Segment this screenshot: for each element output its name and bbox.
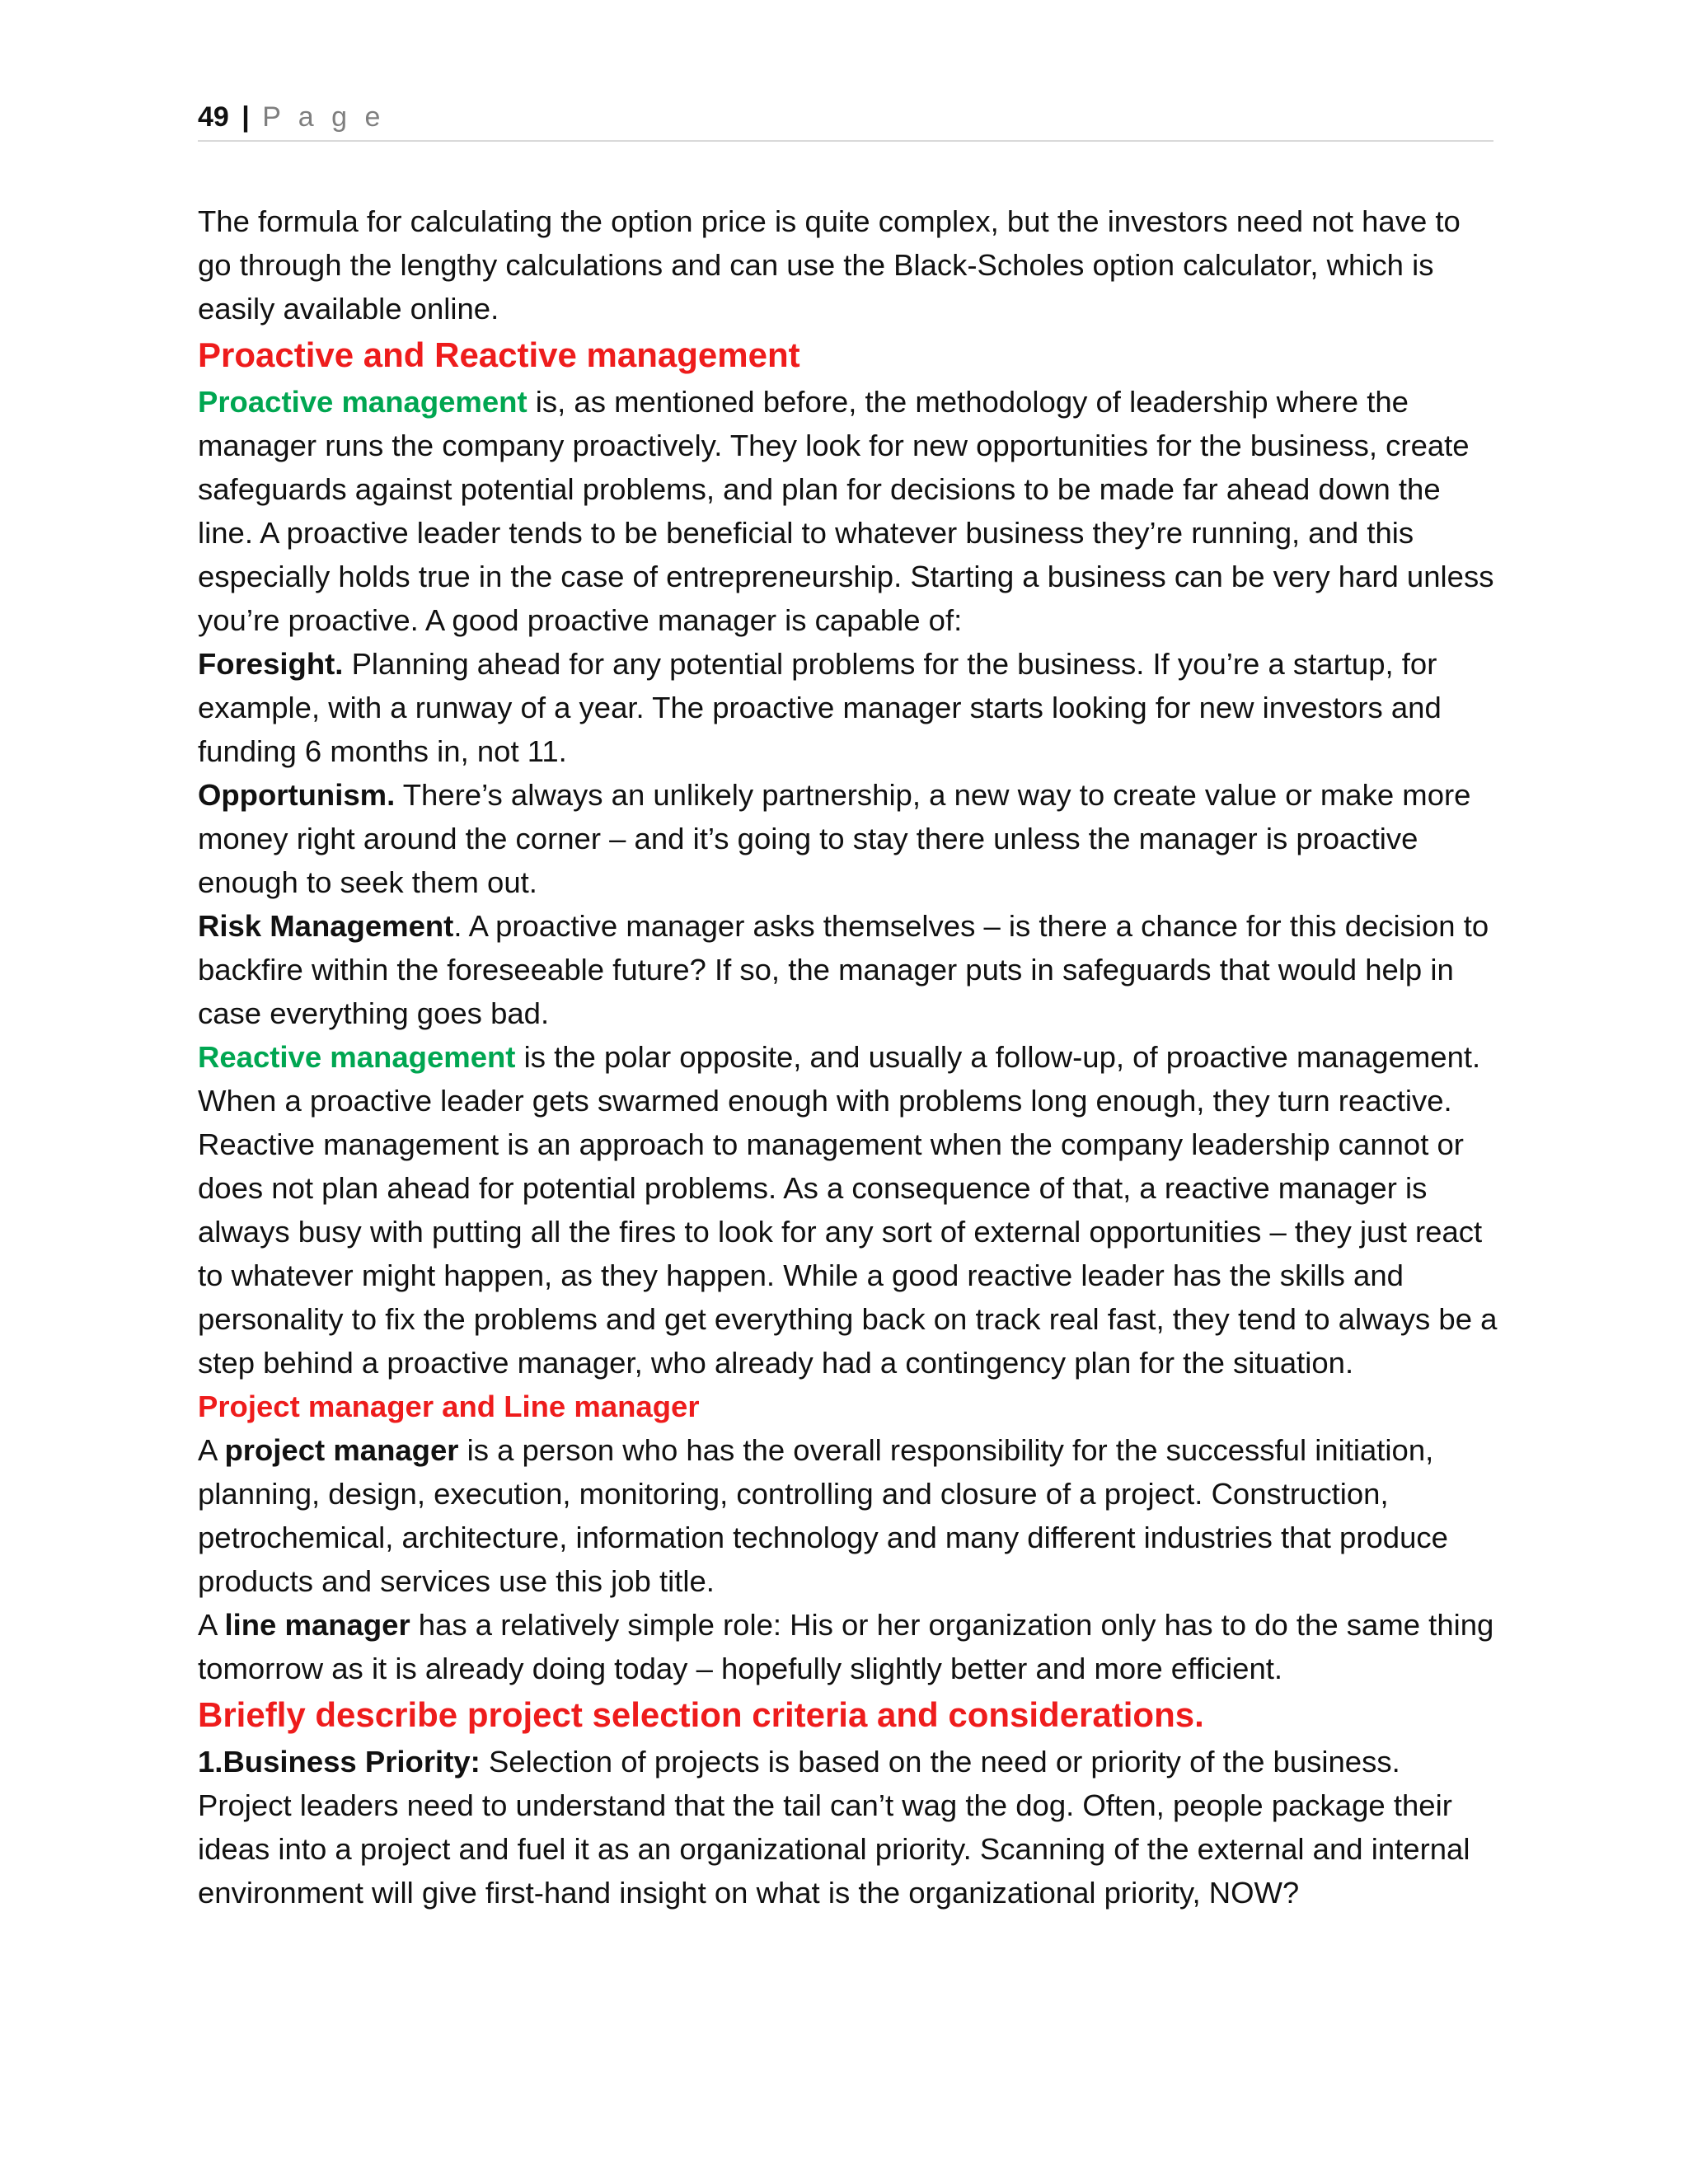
risk-management-paragraph [198,904,1500,1035]
proactive-text: is, as mentioned before, the methodology of leadership where the manager runs the company proactively. They look for new opportunities for the business, create safeguards against potential problems, and plan for decisions to be made far ahead down the line. A proactive leader tends to be beneficial to whatever business they’re running, and this especially holds true in the case of entrepreneurship. Starting a business can be very hard unless you’re proactive. A good proactive manager is capable of: [198,385,1494,637]
risk-management-text: . A proactive manager asks themselves – is there a chance for this decision to backfire within the foreseeable future? If so, the manager puts in safeguards that would help in case everything goes bad. [198,909,1489,1030]
foresight-paragraph [198,642,1500,773]
intro-paragraph: The formula for calculating the option price is quite complex, but the investors need not have to go through the lengthy calculations and can use the Black-Scholes option calculator, which is easily available online. [198,204,1461,326]
business-priority-paragraph [198,1740,1500,1915]
business-priority-text: Selection of projects is based on the need or priority of the business. Project leaders need to understand that the tail can’t wag the dog. Often, people package their ideas into a project and fuel it as an organizational priority. Scanning of the external and internal environment will give first-hand insight on what is the organizational priority, NOW? [198,1745,1470,1910]
page-header [198,99,1493,142]
opportunism-text: There’s always an unlikely partnership, a new way to create value or make more money right around the corner – and it’s going to stay there unless the manager is proactive enough to seek them out. [198,778,1471,899]
reactive-term: Reactive management [198,1040,516,1074]
project-manager-term: project manager [224,1433,459,1467]
section-heading-proactive-reactive: Proactive and Reactive management [198,335,800,374]
line-manager-prefix: A [198,1608,225,1642]
reactive-text: is the polar opposite, and usually a follow-up, of proactive management. When a proactive leader gets swarmed enough with problems long enough, they turn reactive. Reactive management is an approach to management when the company leadership cannot or does not plan ahead for potential problems. As a consequence of that, a reactive manager is always busy with putting all the fires to look for any sort of external opportunities – they just react to whatever might happen, as they happen. While a good reactive leader has the skills and personality to fix the problems and get everything back on track real fast, they tend to always be a step behind a proactive manager, who already had a contingency plan for the situation. [198,1040,1498,1380]
line-manager-term: line manager [224,1608,410,1642]
line-manager-paragraph [198,1603,1500,1690]
document-body [198,199,1500,1915]
line-manager-text: has a relatively simple role: His or her organization only has to do the same thing tomorrow as it is already doing today – hopefully slightly better and more efficient. [198,1608,1494,1685]
project-manager-prefix: A [198,1433,225,1467]
project-manager-paragraph [198,1428,1500,1603]
foresight-term: Foresight. [198,647,344,681]
opportunism-paragraph [198,773,1500,904]
business-priority-term: 1.Business Priority: [198,1745,481,1779]
reactive-paragraph [198,1035,1500,1385]
proactive-paragraph [198,380,1500,642]
page-number: 49 [198,101,229,133]
page-separator: | [241,101,250,133]
proactive-term: Proactive management [198,385,528,419]
project-manager-text: is a person who has the overall responsibility for the successful initiation, planning, design, execution, monitoring, controlling and closure of a project. Construction, petrochemical, architecture, information technology and many different industries that produce products and services use this job title. [198,1433,1448,1598]
opportunism-term: Opportunism. [198,778,396,812]
foresight-text: Planning ahead for any potential problems for the business. If you’re a startup, for example, with a runway of a year. The proactive manager starts looking for new investors and funding 6 months in, not 11. [198,647,1442,768]
section-heading-project-selection: Briefly describe project selection criteria and considerations. [198,1695,1204,1734]
page-label: P a g e [262,101,386,133]
risk-management-term: Risk Management [198,909,454,943]
section-heading-project-line-manager: Project manager and Line manager [198,1390,700,1423]
